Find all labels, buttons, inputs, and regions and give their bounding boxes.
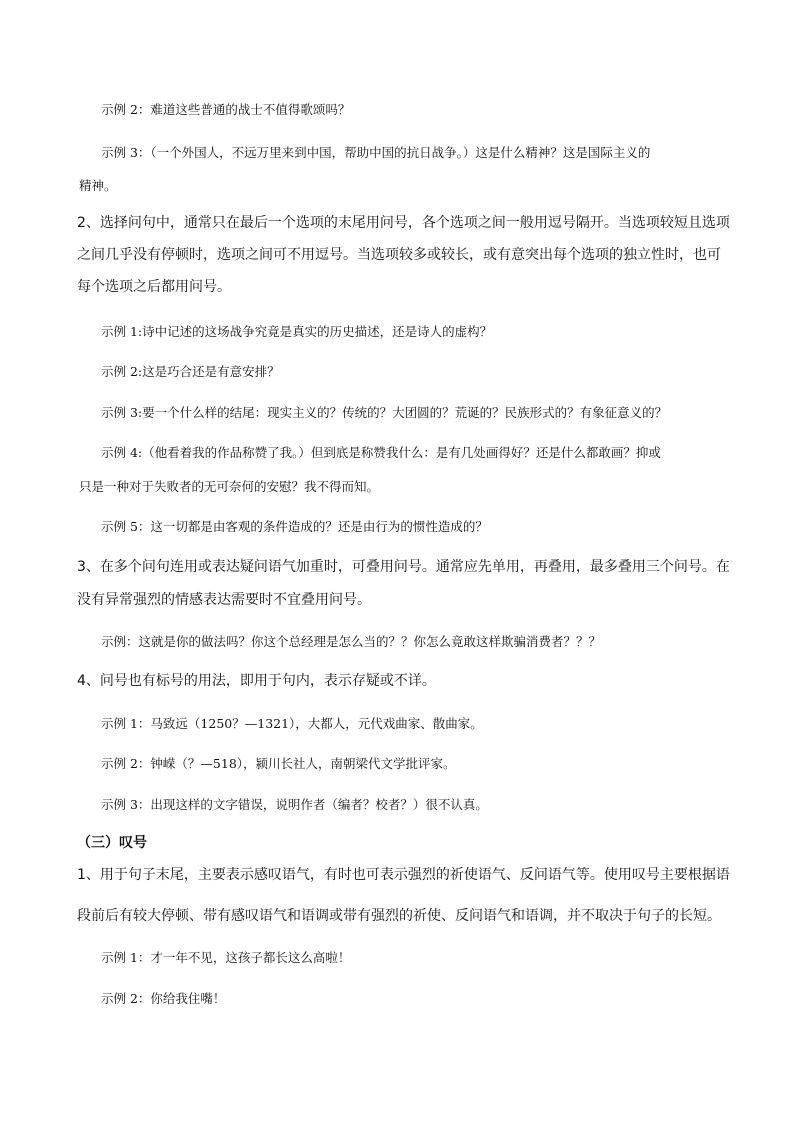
- rule-paragraph: 段前后有较大停顿、带有感叹语气和语调或带有强烈的祈使、反问语气和语调，并不取决于句子的长短。: [77, 908, 721, 924]
- rule-paragraph: 每个选项之后都用问号。: [77, 279, 231, 295]
- rule-paragraph: 1、用于句子末尾，主要表示感叹语气，有时也可表示强烈的祈使语气、反问语气等。使用叹号主要根据语: [77, 867, 730, 883]
- rule-paragraph: 2、选择问句中，通常只在最后一个选项的末尾用问号，各个选项之间一般用逗号隔开。当选项较短且选项: [77, 215, 730, 231]
- example-line: 示例 1：马致远（1250？—1321），大都人，元代戏曲家、散曲家。: [101, 716, 483, 731]
- example-line: 示例 3:要一个什么样的结尾：现实主义的？传统的？大团圆的？荒诞的？民族形式的？有象征意义的？: [101, 405, 668, 420]
- example-line: 示例 4:（他看着我的作品称赞了我。）但到底是称赞我什么：是有几处画得好？还是什么都敢画？抑或: [101, 445, 661, 460]
- example-line: 示例 1：才一年不见，这孩子都长这么高啦！: [101, 950, 351, 965]
- example-line: 示例 3：（一个外国人，不远万里来到中国，帮助中国的抗日战争。）这是什么精神？这是国际主义的: [101, 145, 651, 160]
- example-line: 精神。: [79, 178, 117, 193]
- example-line: 示例 3：出现这样的文字错误，说明作者（编者？校者？）很不认真。: [101, 797, 488, 812]
- rule-paragraph: 3、在多个问句连用或表达疑问语气加重时，可叠用问号。通常应先单用，再叠用，最多叠用三个问号。在: [77, 559, 730, 575]
- example-line: 示例 2：难道这些普通的战士不值得歌颂吗？: [101, 102, 351, 117]
- rule-paragraph: 之间几乎没有停顿时，选项之间可不用逗号。当选项较多或较长，或有意突出每个选项的独立性时，也可: [77, 247, 721, 263]
- example-line: 示例 5：这一切都是由客观的条件造成的？还是由行为的惯性造成的？: [101, 519, 488, 534]
- example-line: 示例 2:这是巧合还是有意安排？: [101, 364, 280, 379]
- rule-paragraph: 没有异常强烈的情感表达需要时不宜叠用问号。: [77, 592, 371, 608]
- example-line: 示例 1:诗中记述的这场战争究竟是真实的历史描述，还是诗人的虚构？: [101, 324, 493, 339]
- example-line: 示例 2：钟嵘（？—518），颍川长社人，南朝梁代文学批评家。: [101, 756, 456, 771]
- example-line: 示例：这就是你的做法吗？你这个总经理是怎么当的？？你怎么竟敢这样欺骗消费者？？？: [101, 634, 602, 649]
- example-line: 示例 2：你给我住嘴！: [101, 991, 226, 1006]
- rule-paragraph: 4、问号也有标号的用法，即用于句内，表示存疑或不详。: [77, 673, 436, 689]
- section-heading: （三）叹号: [77, 835, 147, 851]
- example-line: 只是一种对于失败者的无可奈何的安慰？我不得而知。: [79, 479, 380, 494]
